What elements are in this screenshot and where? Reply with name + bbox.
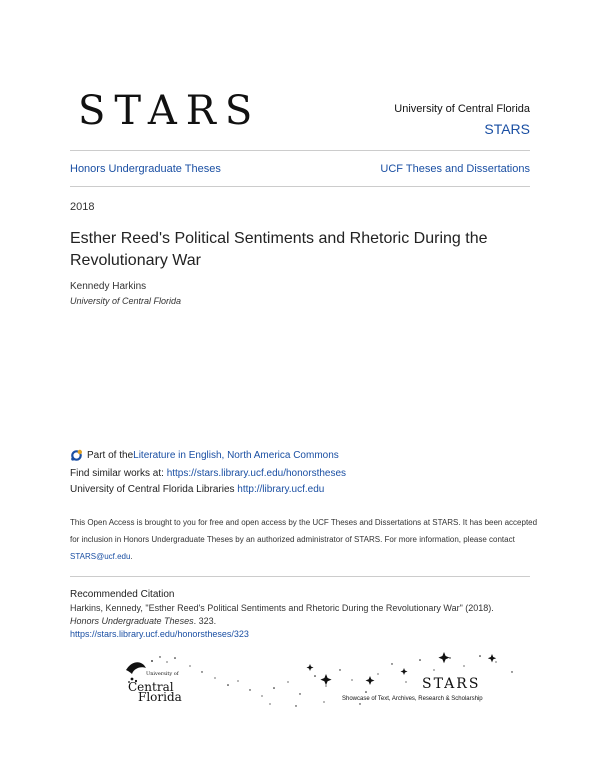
divider	[70, 150, 530, 151]
ucf-line1: University of	[146, 671, 179, 677]
citation-series: Honors Undergraduate Theses	[70, 616, 194, 626]
citation-heading: Recommended Citation	[70, 589, 175, 600]
footer-stars-tagline: Showcase of Text, Archives, Research & Scholarship	[342, 696, 483, 702]
footer-graphic	[120, 652, 530, 712]
part-of-prefix: Part of the	[87, 450, 134, 461]
ucf-line3: Florida	[138, 690, 182, 704]
access-end: .	[130, 552, 133, 561]
library-line	[70, 484, 324, 495]
ucf-theses-link[interactable]: UCF Theses and Dissertations	[380, 163, 530, 175]
library-prefix: University of Central Florida Libraries	[70, 484, 238, 495]
citation-number: . 323.	[193, 616, 217, 626]
divider	[70, 186, 530, 187]
contact-email-link[interactable]: STARS@ucf.edu	[70, 552, 131, 561]
publication-year: 2018	[70, 201, 95, 213]
similar-prefix: Find similar works at:	[70, 468, 167, 479]
honors-theses-link[interactable]: Honors Undergraduate Theses	[70, 163, 221, 175]
open-access-notice	[70, 514, 540, 565]
ucf-line2: Central	[128, 680, 174, 694]
author-affiliation: University of Central Florida	[70, 296, 182, 306]
document-title: Esther Reed's Political Sentiments and Rhetoric During the Revolutionary War	[70, 230, 488, 269]
institution-name: University of Central Florida	[394, 103, 530, 115]
stars-logo: STARS	[78, 88, 262, 134]
similar-works-line	[70, 468, 346, 479]
citation-body	[70, 602, 540, 641]
similar-works-link[interactable]: https://stars.library.ucf.edu/honorstheses	[166, 468, 347, 479]
divider	[70, 576, 530, 577]
commons-link[interactable]: Literature in English, North America Commons	[133, 450, 339, 461]
footer-stars-text: STARS	[422, 676, 481, 692]
repository-link[interactable]: STARS	[484, 121, 530, 137]
footer-logo-banner	[120, 652, 530, 712]
citation-url-link[interactable]: https://stars.library.ucf.edu/honorstheses/323	[70, 629, 249, 639]
access-text: This Open Access is brought to you for free and open access by the UCF Theses and Dissertations at STARS. It has been accepted for inclusion in Honors Undergraduate Theses by an authorized administrator of STARS. For more information, please contact	[70, 518, 538, 544]
citation-series-line	[70, 615, 540, 628]
library-link[interactable]: http://library.ucf.edu	[237, 484, 325, 495]
part-of-line	[70, 449, 339, 462]
citation-text: Harkins, Kennedy, "Esther Reed's Political Sentiments and Rhetoric During the Revolutionary War" (2018).	[70, 603, 494, 613]
author-name: Kennedy Harkins	[70, 281, 147, 292]
network-icon	[70, 449, 83, 462]
